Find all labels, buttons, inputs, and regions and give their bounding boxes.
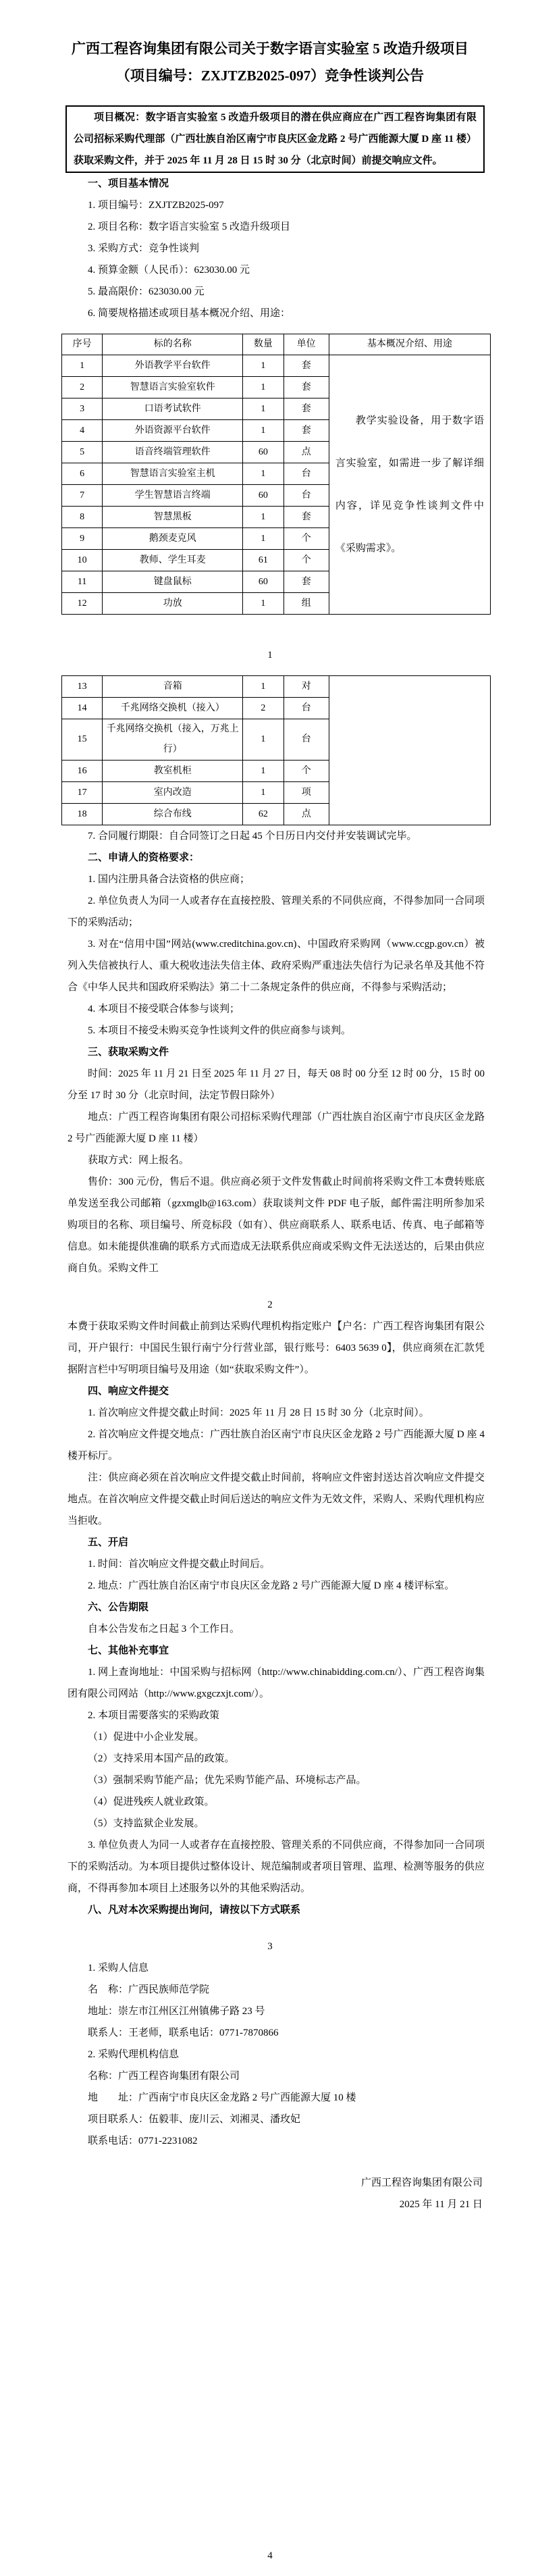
cell-unit: 个 <box>284 528 329 550</box>
page-number-4: 4 <box>267 2550 273 2561</box>
cell-unit: 台 <box>284 463 329 485</box>
cell-name: 综合布线 <box>103 804 243 825</box>
procurement-announcement-document <box>0 35 540 2576</box>
policy-item: （5）支持监狱企业发展。 <box>88 1818 205 1829</box>
cell-qty: 60 <box>243 442 284 463</box>
goods-table-part1 <box>61 334 491 615</box>
cell-name: 语音终端管理软件 <box>103 442 243 463</box>
signature-date: 2025 年 11 月 21 日 <box>399 2199 483 2210</box>
cell-no: 18 <box>62 804 103 825</box>
cell-name: 功放 <box>103 593 243 615</box>
response-deadline: 1. 首次响应文件提交截止时间：2025 年 11 月 28 日 15 时 30 分（北京时间）。 <box>88 1408 429 1418</box>
cell-unit: 台 <box>284 485 329 507</box>
cell-unit: 组 <box>284 593 329 615</box>
cell-qty: 60 <box>243 571 284 593</box>
cell-qty: 1 <box>243 676 284 698</box>
cell-qty: 60 <box>243 485 284 507</box>
cell-qty: 1 <box>243 593 284 615</box>
cell-name: 口语考试软件 <box>103 398 243 420</box>
supplement-item: 1. 网上查询地址：中国采购与招标网（http://www.chinabidding.com.cn/）、广西工程咨询集团有限公司网站（http://www.gxgczxjt.com/）。 <box>68 1667 485 1699</box>
cell-no: 16 <box>62 761 103 782</box>
policy-item: （4）促进残疾人就业政策。 <box>88 1797 215 1807</box>
cell-name: 智慧黑板 <box>103 507 243 528</box>
qualification-item: 1. 国内注册具备合法资格的供应商； <box>88 874 250 885</box>
qualification-item: 2. 单位负责人为同一人或者存在直接控股、管理关系的不同供应商，不得参加同一合同项下的采购活动； <box>68 896 485 928</box>
cell-qty: 62 <box>243 804 284 825</box>
page-number-3: 3 <box>267 1941 273 1952</box>
cell-qty: 2 <box>243 698 284 719</box>
cell-name: 教师、学生耳麦 <box>103 550 243 571</box>
cell-name: 鹅颈麦克风 <box>103 528 243 550</box>
cell-name: 智慧语言实验室主机 <box>103 463 243 485</box>
cell-qty: 1 <box>243 355 284 377</box>
title-line-2: （项目编号：ZXJTZB2025-097）竞争性谈判公告 <box>115 68 425 84</box>
supplement-item: 2. 本项目需要落实的采购政策 <box>88 1710 220 1721</box>
announcement-period: 自本公告发布之日起 3 个工作日。 <box>88 1624 240 1634</box>
cell-qty: 1 <box>243 420 284 442</box>
agency-phone: 联系电话：0771-2231082 <box>88 2136 198 2146</box>
cell-unit: 套 <box>284 571 329 593</box>
cell-unit: 点 <box>284 442 329 463</box>
col-header-no: 序号 <box>62 334 103 355</box>
section7-heading: 七、其他补充事宜 <box>88 1645 169 1656</box>
qualification-item: 4. 本项目不接受联合体参与谈判； <box>88 1004 240 1014</box>
cell-unit: 项 <box>284 782 329 804</box>
section2-heading: 二、申请人的资格要求： <box>88 852 200 863</box>
item-spec-summary: 6. 简要规格描述或项目基本概况介绍、用途： <box>88 308 291 319</box>
cell-no: 14 <box>62 698 103 719</box>
opening-time: 1. 时间：首次响应文件提交截止时间后。 <box>88 1559 271 1570</box>
title-line-1: 广西工程咨询集团有限公司关于数字语言实验室 5 改造升级项目 <box>72 41 468 57</box>
cell-no: 5 <box>62 442 103 463</box>
qualification-item: 5. 本项目不接受未购买竞争性谈判文件的供应商参与谈判。 <box>88 1025 352 1036</box>
response-note: 注：供应商必须在首次响应文件提交截止时间前，将响应文件密封送达首次响应文件提交地点。在首次响应文件提交截止时间后送达的响应文件为无效文件，采购人、采购代理机构应当拒收。 <box>68 1472 485 1526</box>
cell-qty: 1 <box>243 377 284 398</box>
purchaser-contact: 联系人：王老师，联系电话：0771-7870866 <box>88 2028 279 2038</box>
section4-heading: 四、响应文件提交 <box>88 1386 169 1397</box>
cell-no: 2 <box>62 377 103 398</box>
policy-item: （1）促进中小企业发展。 <box>88 1732 205 1743</box>
cell-name: 千兆网络交换机（接入） <box>103 698 243 719</box>
document-title <box>28 35 512 89</box>
col-header-desc: 基本概况介绍、用途 <box>329 334 490 355</box>
section1-heading: 一、项目基本情况 <box>88 178 169 189</box>
table-header-row <box>62 334 491 355</box>
document-obtain-time: 时间：2025 年 11 月 21 日至 2025 年 11 月 27 日，每天 08 时 00 分至 12 时 00 分，15 时 00 分至 17 时 30 分（北京时间，法定节假日除外） <box>68 1068 485 1101</box>
purchaser-name: 名 称：广西民族师范学院 <box>88 1984 210 1995</box>
cell-no: 6 <box>62 463 103 485</box>
cell-no: 17 <box>62 782 103 804</box>
cell-qty: 1 <box>243 528 284 550</box>
table-row <box>62 676 491 698</box>
cell-name: 键盘鼠标 <box>103 571 243 593</box>
document-obtain-method: 获取方式：网上报名。 <box>88 1155 190 1166</box>
merged-description-cell-empty <box>329 676 490 825</box>
cell-name: 室内改造 <box>103 782 243 804</box>
cell-name: 音箱 <box>103 676 243 698</box>
section6-heading: 六、公告期限 <box>88 1602 149 1613</box>
cell-unit: 套 <box>284 420 329 442</box>
cell-unit: 套 <box>284 355 329 377</box>
page-number-2: 2 <box>267 1299 273 1310</box>
cell-qty: 61 <box>243 550 284 571</box>
document-price-continuation: 本费于获取采购文件时间截止前到达采购代理机构指定账户【户名：广西工程咨询集团有限公司，开户银行：中国民生银行南宁分行营业部，银行账号：6403 5639 0】，供应商须在汇款凭据附言栏中写明项目编号及用途（如“获取采购文件”）。 <box>68 1321 485 1375</box>
section8-heading: 八、凡对本次采购提出询问，请按以下方式联系 <box>88 1905 301 1915</box>
cell-unit: 套 <box>284 507 329 528</box>
document-obtain-place: 地点：广西工程咨询集团有限公司招标采购代理部（广西壮族自治区南宁市良庆区金龙路 2 号广西能源大厦 D 座 11 楼） <box>68 1112 485 1144</box>
cell-qty: 1 <box>243 761 284 782</box>
purchaser-info-heading: 1. 采购人信息 <box>88 1963 149 1974</box>
cell-qty: 1 <box>243 507 284 528</box>
goods-table-part2 <box>61 675 491 825</box>
agency-name: 名称：广西工程咨询集团有限公司 <box>88 2071 240 2082</box>
cell-unit: 套 <box>284 398 329 420</box>
merged-description-cell: 教学实验设备，用于数字语言实验室，如需进一步了解详细内容，详见竞争性谈判文件中《采购需求》。 <box>329 355 490 615</box>
purchaser-address: 地址：崇左市江州区江州镇佛子路 23 号 <box>88 2006 265 2017</box>
cell-name: 教室机柜 <box>103 761 243 782</box>
cell-no: 7 <box>62 485 103 507</box>
policy-item: （3）强制采购节能产品；优先采购节能产品、环境标志产品。 <box>88 1775 367 1786</box>
signature-company: 广西工程咨询集团有限公司 <box>360 2178 483 2188</box>
col-header-qty: 数量 <box>243 334 284 355</box>
cell-no: 1 <box>62 355 103 377</box>
agency-info-heading: 2. 采购代理机构信息 <box>88 2049 180 2060</box>
cell-name: 智慧语言实验室软件 <box>103 377 243 398</box>
cell-qty: 1 <box>243 719 284 761</box>
cell-no: 9 <box>62 528 103 550</box>
cell-no: 12 <box>62 593 103 615</box>
signature-block <box>0 2172 483 2215</box>
opening-place: 2. 地点：广西壮族自治区南宁市良庆区金龙路 2 号广西能源大厦 D 座 4 楼评标室。 <box>88 1580 455 1591</box>
response-place: 2. 首次响应文件提交地点：广西壮族自治区南宁市良庆区金龙路 2 号广西能源大厦 D 座 4 楼开标厅。 <box>68 1429 485 1462</box>
agency-contacts: 项目联系人：伍毅菲、庞川云、刘湘灵、潘玫妃 <box>88 2114 301 2125</box>
page-number-1: 1 <box>267 650 273 661</box>
cell-name: 学生智慧语言终端 <box>103 485 243 507</box>
agency-address: 地 址：广西南宁市良庆区金龙路 2 号广西能源大厦 10 楼 <box>88 2092 356 2103</box>
cell-unit: 对 <box>284 676 329 698</box>
project-overview-box <box>65 105 485 173</box>
cell-qty: 1 <box>243 782 284 804</box>
cell-no: 4 <box>62 420 103 442</box>
cell-unit: 台 <box>284 698 329 719</box>
cell-unit: 台 <box>284 719 329 761</box>
cell-name: 外语资源平台软件 <box>103 420 243 442</box>
cell-no: 15 <box>62 719 103 761</box>
item-project-name: 2. 项目名称：数字语言实验室 5 改造升级项目 <box>88 222 291 232</box>
item-project-number: 1. 项目编号：ZXJTZB2025-097 <box>88 200 224 211</box>
cell-unit: 套 <box>284 377 329 398</box>
col-header-unit: 单位 <box>284 334 329 355</box>
cell-name: 外语教学平台软件 <box>103 355 243 377</box>
item-price-ceiling: 5. 最高限价：623030.00 元 <box>88 286 205 297</box>
cell-no: 13 <box>62 676 103 698</box>
supplement-item: 3. 单位负责人为同一人或者存在直接控股、管理关系的不同供应商，不得参加同一合同项下的采购活动。为本项目提供过整体设计、规范编制或者项目管理、监理、检测等服务的供应商，不得再参加本项目上述服务以外的其他采购活动。 <box>68 1840 485 1894</box>
cell-qty: 1 <box>243 398 284 420</box>
item-procurement-method: 3. 采购方式：竞争性谈判 <box>88 243 200 254</box>
policy-item: （2）支持采用本国产品的政策。 <box>88 1753 235 1764</box>
cell-qty: 1 <box>243 463 284 485</box>
item-budget-amount: 4. 预算金额（人民币）：623030.00 元 <box>88 265 250 276</box>
cell-unit: 个 <box>284 761 329 782</box>
cell-name: 千兆网络交换机（接入，万兆上行） <box>103 719 243 761</box>
cell-no: 11 <box>62 571 103 593</box>
document-price-paragraph: 售价：300 元/份，售后不退。供应商必须于文件发售截止时间前将采购文件工本费转账底单发送至我公司邮箱（gzxmglb@163.com）获取谈判文件 PDF 电子版，邮件需注明所参加采购项目的名称、项目编号、所竞标段（如有）、供应商联系人、联系电话、传真、电子邮箱等信息。如未能提供准确的联系方式而造成无法联系供应商或采购文件无法送达的，后果由供应商自负。采购文件工 <box>68 1177 485 1274</box>
table-row <box>62 355 491 377</box>
project-overview-text: 项目概况：数字语言实验室 5 改造升级项目的潜在供应商应在广西工程咨询集团有限公司招标采购代理部（广西壮族自治区南宁市良庆区金龙路 2 号广西能源大厦 D 座 11 楼）获取采购文件，并于 2025 年 11 月 28 日 15 时 30 分（北京时间）前提交响应文件。 <box>74 112 477 166</box>
cell-no: 10 <box>62 550 103 571</box>
cell-unit: 点 <box>284 804 329 825</box>
section5-heading: 五、开启 <box>88 1537 129 1548</box>
qualification-item: 3. 对在“信用中国”网站(www.creditchina.gov.cn)、中国政府采购网（www.ccgp.gov.cn）被列入失信被执行人、重大税收违法失信主体、政府采购严重违法失信行为记录名单及其他不符合《中华人民共和国政府采购法》第二十二条规定条件的供应商，不得参与采购活动； <box>68 939 485 993</box>
section3-heading: 三、获取采购文件 <box>88 1047 169 1058</box>
cell-unit: 个 <box>284 550 329 571</box>
item-contract-period: 7. 合同履行期限：自合同签订之日起 45 个日历日内交付并安装调试完毕。 <box>88 831 417 842</box>
cell-no: 8 <box>62 507 103 528</box>
col-header-name: 标的名称 <box>103 334 243 355</box>
cell-no: 3 <box>62 398 103 420</box>
